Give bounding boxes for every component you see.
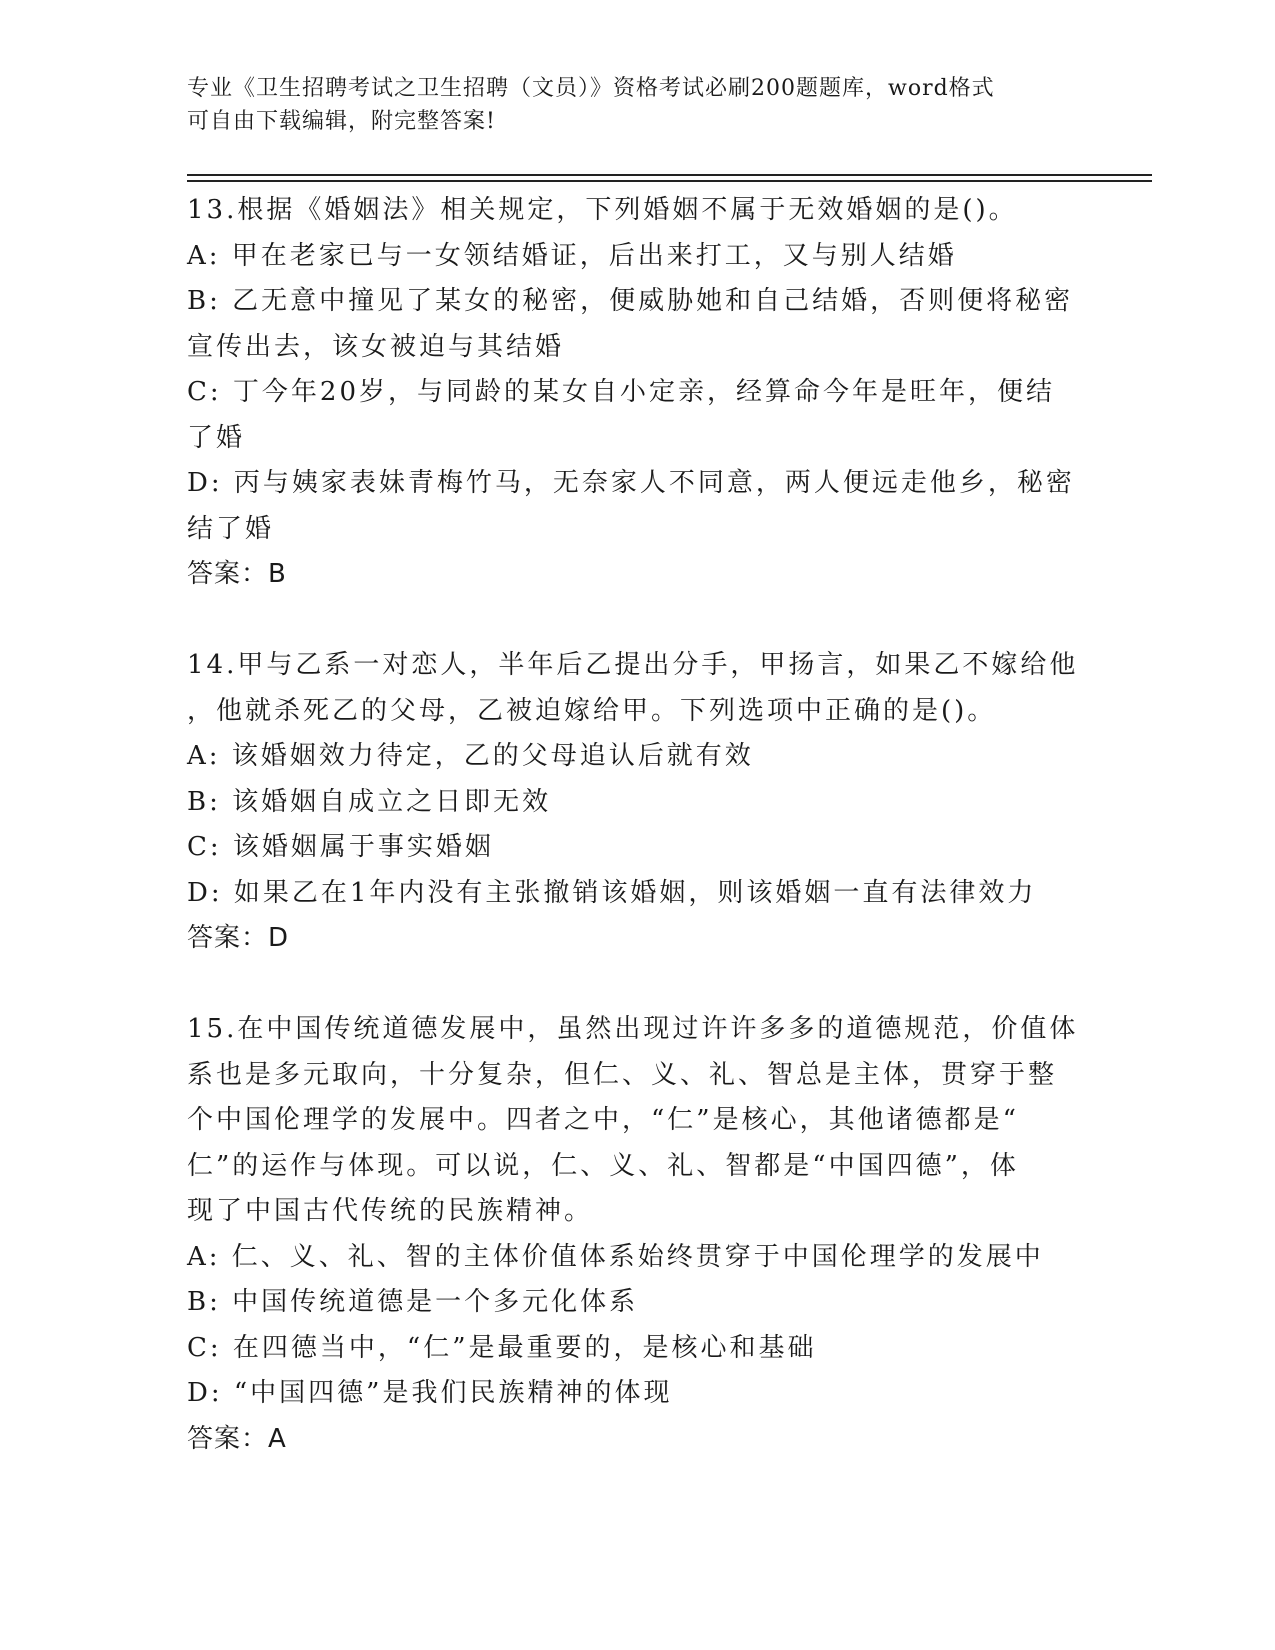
question-stem: 15.在中国传统道德发展中，虽然出现过许许多多的道德规范，价值体 [187, 1014, 1079, 1044]
option-b: B: 该婚姻自成立之日即无效 [187, 786, 552, 817]
question-stem-continued: 现了中国古代传统的民族精神。 [187, 1196, 594, 1226]
option-b-continued: 宣传出去，该女被迫与其结婚 [187, 331, 565, 362]
option-c: C: 在四德当中，“仁”是最重要的，是核心和基础 [187, 1332, 817, 1363]
question-13 [187, 188, 1087, 598]
answer-label: 答案：D [187, 923, 290, 953]
option-d: D: 丙与姨家表妹青梅竹马，无奈家人不同意，两人便远走他乡，秘密 [187, 468, 1075, 498]
question-14 [187, 643, 1087, 962]
question-list [187, 188, 1087, 1462]
header-line-2: 可自由下载编辑，附完整答案! [187, 109, 496, 134]
question-stem: 13.根据《婚姻法》相关规定，下列婚姻不属于无效婚姻的是()。 [187, 195, 1018, 225]
question-15 [187, 1007, 1087, 1462]
document-header [187, 72, 1067, 138]
option-b: B: 乙无意中撞见了某女的秘密，便威胁她和自己结婚，否则便将秘密 [187, 286, 1074, 316]
question-spacer [187, 598, 1087, 644]
option-c-continued: 了婚 [187, 422, 246, 453]
option-d-continued: 结了婚 [187, 513, 275, 544]
option-a: A: 该婚姻效力待定，乙的父母追认后就有效 [187, 741, 754, 771]
question-spacer [187, 962, 1087, 1008]
question-stem-continued: 个中国伦理学的发展中。四者之中，“仁”是核心，其他诸德都是“ [187, 1105, 1019, 1135]
question-stem: 14.甲与乙系一对恋人，半年后乙提出分手，甲扬言，如果乙不嫁给他 [187, 650, 1079, 680]
option-c: C: 该婚姻属于事实婚姻 [187, 832, 494, 862]
option-d: D: “中国四德”是我们民族精神的体现 [187, 1378, 673, 1408]
option-a: A: 甲在老家已与一女领结婚证，后出来打工，又与别人结婚 [187, 240, 957, 271]
answer-label: 答案：B [187, 559, 287, 589]
question-stem-continued: 系也是多元取向，十分复杂，但仁、义、礼、智总是主体，贯穿于整 [187, 1059, 1058, 1090]
header-line-1: 专业《卫生招聘考试之卫生招聘（文员）》资格考试必刷200题题库，word格式 [187, 76, 995, 101]
option-c: C: 丁今年20岁，与同龄的某女自小定亲，经算命今年是旺年，便结 [187, 377, 1056, 407]
option-d: D: 如果乙在1年内没有主张撤销该婚姻，则该婚姻一直有法律效力 [187, 877, 1037, 908]
header-divider-bottom [187, 180, 1152, 182]
option-a: A: 仁、义、礼、智的主体价值体系始终贯穿于中国伦理学的发展中 [187, 1241, 1044, 1272]
header-divider-top [187, 174, 1152, 176]
question-stem-continued: ，他就杀死乙的父母，乙被迫嫁给甲。下列选项中正确的是()。 [187, 695, 997, 726]
question-stem-continued: 仁”的运作与体现。可以说，仁、义、礼、智都是“中国四德”，体 [187, 1150, 1019, 1181]
option-b: B: 中国传统道德是一个多元化体系 [187, 1287, 639, 1317]
answer-label: 答案：A [187, 1423, 287, 1454]
